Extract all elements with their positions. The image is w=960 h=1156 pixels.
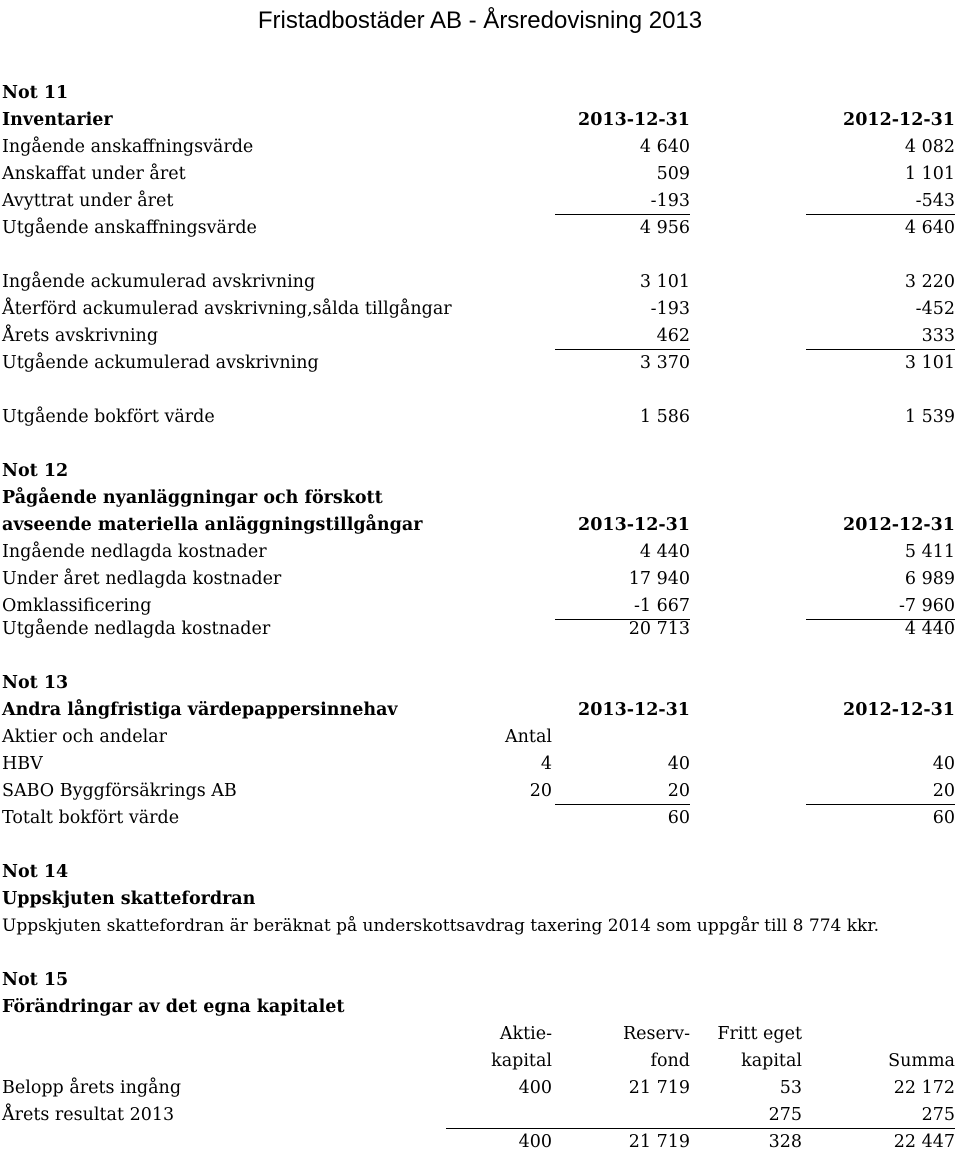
row-label: Årets resultat 2013	[2, 1105, 175, 1125]
table-row	[0, 566, 960, 593]
row-label: Utgående ackumulerad avskrivning	[2, 353, 319, 373]
table-row	[0, 616, 960, 643]
value-2013: 4 956	[639, 218, 690, 238]
note-title: Inventarier	[2, 110, 113, 130]
note-12-title-row-2	[0, 512, 960, 539]
table-row	[0, 188, 960, 215]
row-label: Under året nedlagda kostnader	[2, 569, 282, 589]
table-row	[0, 323, 960, 350]
column-header: Aktie-	[499, 1024, 552, 1044]
value-fritt-eget-kapital: 275	[768, 1105, 802, 1125]
note-title: Andra långfristiga värdepappersinnehav	[2, 700, 398, 720]
table-row	[0, 215, 960, 242]
value-2012: 5 411	[904, 542, 955, 562]
table-row	[0, 539, 960, 566]
note-label: Not 12	[2, 461, 69, 481]
value-reservfond: 21 719	[628, 1078, 690, 1098]
row-label: Ingående anskaffningsvärde	[2, 137, 254, 157]
note-15-label-row	[0, 967, 960, 994]
value-2013: 60	[667, 808, 690, 828]
value-2012: -543	[806, 188, 955, 215]
table-row	[0, 778, 960, 805]
column-header: fond	[650, 1051, 690, 1071]
table-row	[0, 269, 960, 296]
column-header: kapital	[491, 1051, 552, 1071]
note-label: Not 14	[2, 862, 69, 882]
value-reservfond: 21 719	[628, 1132, 690, 1152]
value-summa: 22 172	[893, 1078, 955, 1098]
value-2013: 17 940	[628, 569, 690, 589]
value-2012: 6 989	[904, 569, 955, 589]
value-2012: 333	[806, 323, 955, 350]
table-subheader	[0, 724, 960, 751]
note-title: Pågående nyanläggningar och förskott	[2, 488, 383, 508]
note-13-title-row	[0, 697, 960, 724]
table-row	[0, 404, 960, 431]
row-label: Anskaffat under året	[2, 164, 186, 184]
column-header: Reserv-	[622, 1024, 690, 1044]
row-label: Belopp årets ingång	[2, 1078, 182, 1098]
note-12-label-row	[0, 458, 960, 485]
value-2013: 509	[656, 164, 690, 184]
value-2012: 4 082	[904, 137, 955, 157]
note-14-text: Uppskjuten skattefordran är beräknat på underskottsavdrag taxering 2014 som uppgår till 8 774 kkr.	[2, 916, 880, 936]
value-2012: -452	[915, 299, 955, 319]
note-12-title-row	[0, 485, 960, 512]
row-label: Utgående bokfört värde	[2, 407, 215, 427]
note-title: avseende materiella anläggningstillgångar	[2, 515, 423, 535]
value-2012: 1 101	[904, 164, 955, 184]
row-label: Avyttrat under året	[2, 191, 174, 211]
row-label: Totalt bokfört värde	[2, 808, 180, 828]
value-reservfond	[555, 1102, 690, 1129]
table-row	[0, 751, 960, 778]
value-2013: 4 640	[639, 137, 690, 157]
value-2012: 1 539	[904, 407, 955, 427]
note-title: Förändringar av det egna kapitalet	[2, 997, 345, 1017]
note-label: Not 11	[2, 83, 69, 103]
value-2012: 3 220	[904, 272, 955, 292]
value-fritt-eget-kapital: 53	[779, 1078, 802, 1098]
column-header: kapital	[741, 1051, 802, 1071]
note-11-title-row	[0, 107, 960, 134]
value-2013: 40	[667, 754, 690, 774]
value-2012: 4 640	[904, 218, 955, 238]
value-2013: 20 713	[628, 619, 690, 639]
value-aktiekapital: 400	[518, 1078, 552, 1098]
column-header-2012: 2012-12-31	[843, 515, 955, 535]
column-header-2013: 2013-12-31	[578, 515, 690, 535]
note-15-title-row	[0, 994, 960, 1021]
note-14-title-row	[0, 886, 960, 913]
value-2013: 4 440	[639, 542, 690, 562]
column-header: Summa	[888, 1051, 955, 1071]
column-header-antal: Antal	[505, 727, 552, 747]
column-header-2012: 2012-12-31	[843, 110, 955, 130]
value-2012: 60	[932, 808, 955, 828]
row-label: Utgående nedlagda kostnader	[2, 619, 271, 639]
value-2013: -1 667	[555, 593, 690, 620]
table-row	[0, 350, 960, 377]
column-header-2012: 2012-12-31	[843, 700, 955, 720]
table-header-row	[0, 1021, 960, 1048]
column-header-2013: 2013-12-31	[578, 700, 690, 720]
value-2012: 3 101	[904, 353, 955, 373]
value-2012: -7 960	[806, 593, 955, 620]
row-label: Utgående anskaffningsvärde	[2, 218, 257, 238]
value-2013: 3 370	[639, 353, 690, 373]
row-label: Ingående ackumulerad avskrivning	[2, 272, 316, 292]
row-label: Aktier och andelar	[2, 727, 167, 747]
table-row	[0, 134, 960, 161]
value-summa: 275	[921, 1105, 955, 1125]
row-label: Ingående nedlagda kostnader	[2, 542, 267, 562]
row-label: SABO Byggförsäkrings AB	[2, 781, 237, 801]
value-2012: 20	[806, 778, 955, 805]
table-row	[0, 296, 960, 323]
table-row	[0, 1102, 960, 1129]
value-fritt-eget-kapital: 328	[768, 1132, 802, 1152]
note-13-label-row	[0, 670, 960, 697]
table-row	[0, 805, 960, 832]
page-header: Fristadbostäder AB - Årsredovisning 2013	[257, 7, 703, 34]
value-antal: 4	[540, 754, 552, 774]
value-antal: 20	[529, 781, 552, 801]
note-11-label-row	[0, 80, 960, 107]
table-row	[0, 161, 960, 188]
row-label: Årets avskrivning	[2, 326, 159, 346]
value-2013: -193	[555, 188, 690, 215]
row-label: Omklassificering	[2, 596, 152, 616]
value-2012: 4 440	[904, 619, 955, 639]
value-2013: 3 101	[639, 272, 690, 292]
column-header	[806, 1021, 955, 1048]
value-2013: 462	[555, 323, 690, 350]
row-label: HBV	[2, 754, 43, 774]
row-label: Återförd ackumulerad avskrivning,sålda tillgångar	[2, 299, 452, 319]
value-2012: 40	[932, 754, 955, 774]
value-2013: 20	[555, 778, 690, 805]
value-aktiekapital	[446, 1102, 552, 1129]
value-2013: 1 586	[639, 407, 690, 427]
note-label: Not 13	[2, 673, 69, 693]
table-header-row-2	[0, 1048, 960, 1075]
value-summa: 22 447	[893, 1132, 955, 1152]
table-total-row	[0, 1129, 960, 1156]
table-row	[0, 1075, 960, 1102]
value-2013: -193	[650, 299, 690, 319]
column-header-2013: 2013-12-31	[578, 110, 690, 130]
note-label: Not 15	[2, 970, 69, 990]
note-14-label-row	[0, 859, 960, 886]
note-title: Uppskjuten skattefordran	[2, 889, 256, 909]
column-header: Fritt eget	[717, 1024, 802, 1044]
value-aktiekapital: 400	[518, 1132, 552, 1152]
